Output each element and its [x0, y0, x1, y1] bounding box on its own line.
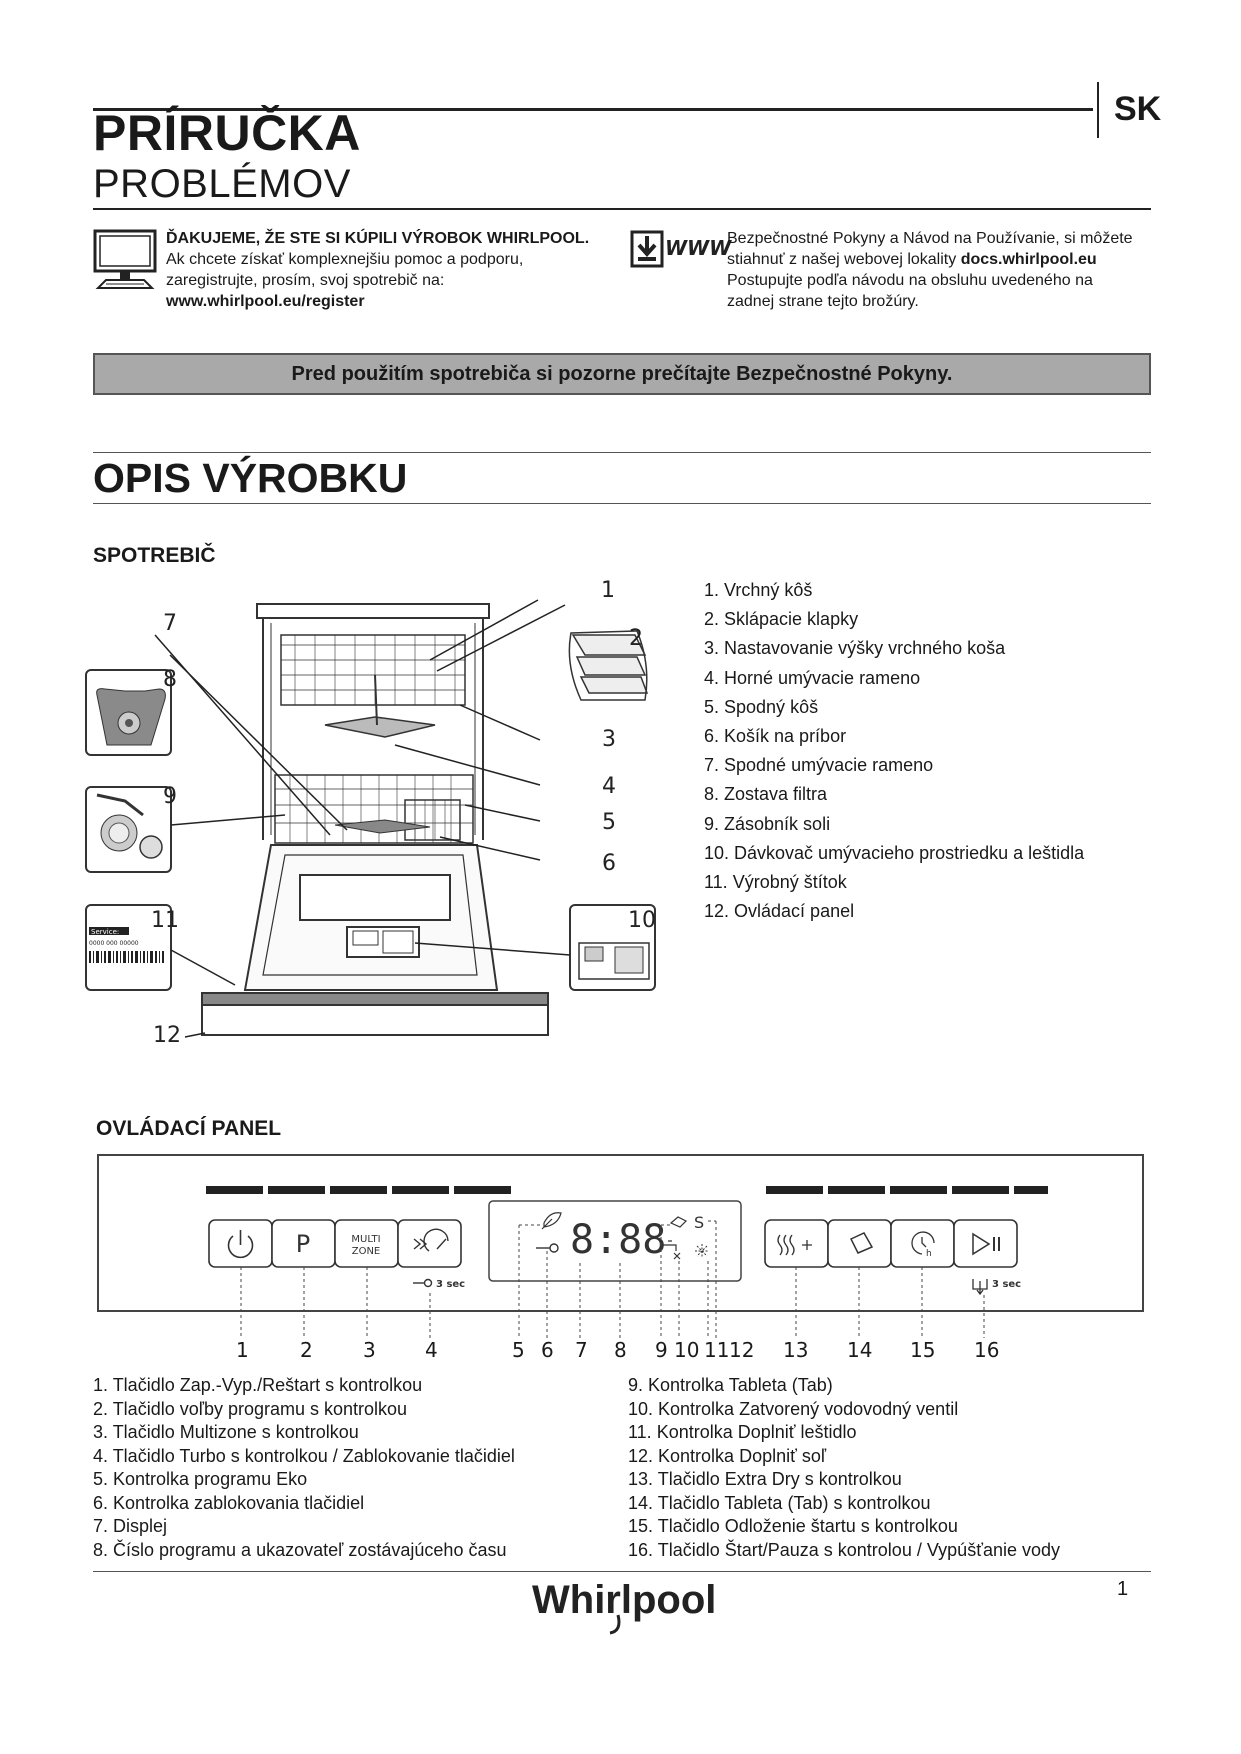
- callout-5: 5: [602, 810, 616, 835]
- legend-item: 2. Sklápacie klapky: [704, 609, 859, 630]
- cp-num-1: 1: [236, 1338, 249, 1362]
- callout-10: 10: [628, 908, 656, 933]
- legend-item: 11. Výrobný štítok: [704, 872, 847, 893]
- multizone-label-1: MULTI: [351, 1234, 381, 1245]
- cp-num-4: 4: [425, 1338, 438, 1362]
- extra-dry-button[interactable]: [765, 1220, 828, 1267]
- legend-item: 12. Ovládací panel: [704, 901, 855, 922]
- section-bottom-rule: [93, 503, 1151, 504]
- legend-item: 1. Tlačidlo Zap.-Vyp./Reštart s kontrolkou: [93, 1375, 423, 1395]
- legend-item: 8. Zostava filtra: [704, 784, 828, 805]
- header-bottom-rule: [93, 208, 1151, 210]
- intro-right-line1: Bezpečnostné Pokyny a Návod na Používanie, si môžete: [727, 230, 1133, 247]
- safety-warning-banner: Pred použitím spotrebiča si pozorne prečítajte Bezpečnostné Pokyny.: [93, 353, 1151, 395]
- brand-name: Whirlpool: [532, 1578, 717, 1622]
- service-number: 0000 000 00000: [89, 940, 139, 947]
- cp-num-12: 12: [729, 1338, 755, 1362]
- callout-11: 11: [151, 908, 179, 933]
- legend-item: 6. Košík na príbor: [704, 726, 847, 747]
- intro-right-line4: zadnej strane tejto brožúry.: [727, 293, 919, 310]
- section-title: OPIS VÝROBKU: [93, 455, 408, 501]
- tablet-button[interactable]: [828, 1220, 891, 1267]
- cp-num-15: 15: [910, 1338, 936, 1362]
- cp-num-13: 13: [783, 1338, 809, 1362]
- intro-right-line2: stiahnuť z našej webovej lokality: [727, 251, 961, 268]
- lock-hint-label: 3 sec: [436, 1279, 466, 1290]
- turbo-button[interactable]: [398, 1220, 461, 1267]
- header-lang-divider: [1097, 82, 1099, 138]
- callout-4: 4: [602, 774, 616, 799]
- register-link[interactable]: www.whirlpool.eu/register: [166, 293, 365, 310]
- legend-item: 4. Horné umývacie rameno: [704, 667, 921, 688]
- intro-right-line3: Postupujte podľa návodu na obsluhu uvedeného na: [727, 272, 1093, 289]
- page-number: 1: [1117, 1578, 1129, 1600]
- docs-link[interactable]: docs.whirlpool.eu: [960, 251, 1097, 268]
- legend-item: 7. Displej: [93, 1516, 168, 1536]
- intro-thanks-heading: ĎAKUJEME, ŽE STE SI KÚPILI VÝROBOK WHIRLPOOL.: [166, 230, 590, 247]
- intro-right: [727, 228, 1133, 312]
- display-digits: 8:88: [570, 1217, 667, 1263]
- dishwasher-diagram: [85, 575, 680, 1050]
- legend-item: 15. Tlačidlo Odloženie štartu s kontrolkou: [628, 1516, 958, 1536]
- legend-item: 6. Kontrolka zablokovania tlačidiel: [93, 1492, 365, 1513]
- key-lock-icon: [413, 1280, 432, 1287]
- computer-icon: [92, 228, 160, 292]
- callout-6: 6: [602, 851, 616, 876]
- control-legend-left: [93, 1374, 515, 1562]
- callout-3: 3: [602, 727, 616, 752]
- intro-left-line2: zaregistrujte, prosím, svoj spotrebič na:: [166, 272, 445, 289]
- legend-item: 8. Číslo programu a ukazovateľ zostávajúceho času: [93, 1539, 507, 1560]
- appliance-heading: SPOTREBIČ: [93, 544, 216, 567]
- program-button-label: P: [295, 1230, 311, 1258]
- legend-item: 3. Tlačidlo Multizone s kontrolkou: [93, 1422, 359, 1442]
- footer-rule: [93, 1571, 1151, 1572]
- svg-text:h: h: [926, 1249, 932, 1259]
- callout-9: 9: [163, 784, 177, 809]
- cp-num-6: 6: [541, 1338, 554, 1362]
- callout-12: 12: [153, 1023, 181, 1048]
- language-code: SK: [1114, 90, 1162, 128]
- cp-num-16: 16: [974, 1338, 1000, 1362]
- control-panel-heading: OVLÁDACÍ PANEL: [96, 1117, 282, 1140]
- cp-num-7: 7: [575, 1338, 588, 1362]
- start-pause-button[interactable]: [954, 1220, 1017, 1267]
- legend-item: 5. Spodný kôš: [704, 696, 819, 717]
- cp-num-3: 3: [363, 1338, 376, 1362]
- control-panel-diagram: [96, 1153, 1146, 1353]
- legend-item: 7. Spodné umývacie rameno: [704, 755, 934, 776]
- appliance-legend: [704, 576, 1084, 926]
- section-top-rule: [93, 452, 1151, 453]
- legend-item: 10. Dávkovač umývacieho prostriedku a leštidla: [704, 842, 1085, 863]
- callout-7: 7: [163, 611, 177, 636]
- legend-item: 14. Tlačidlo Tableta (Tab) s kontrolkou: [628, 1492, 931, 1513]
- cp-num-9: 9: [655, 1338, 668, 1362]
- legend-item: 10. Kontrolka Zatvorený vodovodný ventil: [628, 1398, 959, 1419]
- drain-hint-label: 3 sec: [992, 1279, 1022, 1290]
- drain-icon: [973, 1279, 987, 1294]
- cp-num-11: 11: [704, 1338, 730, 1362]
- whirlpool-logo: [530, 1575, 717, 1635]
- cp-num-10: 10: [674, 1338, 700, 1362]
- legend-item: 2. Tlačidlo voľby programu s kontrolkou: [93, 1398, 408, 1419]
- callout-2: 2: [629, 626, 643, 651]
- intro-left-line1: Ak chcete získať komplexnejšiu pomoc a podporu,: [166, 251, 524, 268]
- cp-num-8: 8: [614, 1338, 627, 1362]
- legend-item: 13. Tlačidlo Extra Dry s kontrolkou: [628, 1469, 902, 1489]
- legend-item: 5. Kontrolka programu Eko: [93, 1469, 308, 1489]
- legend-item: 16. Tlačidlo Štart/Pauza s kontrolou / Vypúšťanie vody: [628, 1539, 1060, 1560]
- control-legend-right: [628, 1374, 1060, 1562]
- cp-num-14: 14: [847, 1338, 873, 1362]
- legend-item: 9. Zásobník soli: [704, 813, 831, 834]
- page-subtitle: PROBLÉMOV: [93, 162, 351, 206]
- salt-indicator-icon: S: [694, 1213, 705, 1232]
- legend-item: 11. Kontrolka Doplniť leštidlo: [628, 1422, 857, 1442]
- legend-item: 9. Kontrolka Tableta (Tab): [628, 1375, 833, 1395]
- cp-num-5: 5: [512, 1338, 525, 1362]
- legend-item: 3. Nastavovanie výšky vrchného koša: [704, 638, 1006, 659]
- service-label: Service:: [91, 928, 120, 936]
- legend-item: 4. Tlačidlo Turbo s kontrolkou / Zablokovanie tlačidiel: [93, 1445, 515, 1466]
- cp-num-2: 2: [300, 1338, 313, 1362]
- page-title: PRÍRUČKA: [93, 105, 361, 161]
- intro-left: [166, 228, 589, 312]
- download-www-icon: [630, 230, 732, 270]
- multizone-label-2: ZONE: [351, 1246, 381, 1257]
- legend-item: 12. Kontrolka Doplniť soľ: [628, 1445, 827, 1466]
- www-label: WWW: [665, 236, 732, 260]
- callout-1: 1: [601, 578, 615, 603]
- callout-8: 8: [163, 667, 177, 692]
- legend-item: 1. Vrchný kôš: [704, 580, 813, 600]
